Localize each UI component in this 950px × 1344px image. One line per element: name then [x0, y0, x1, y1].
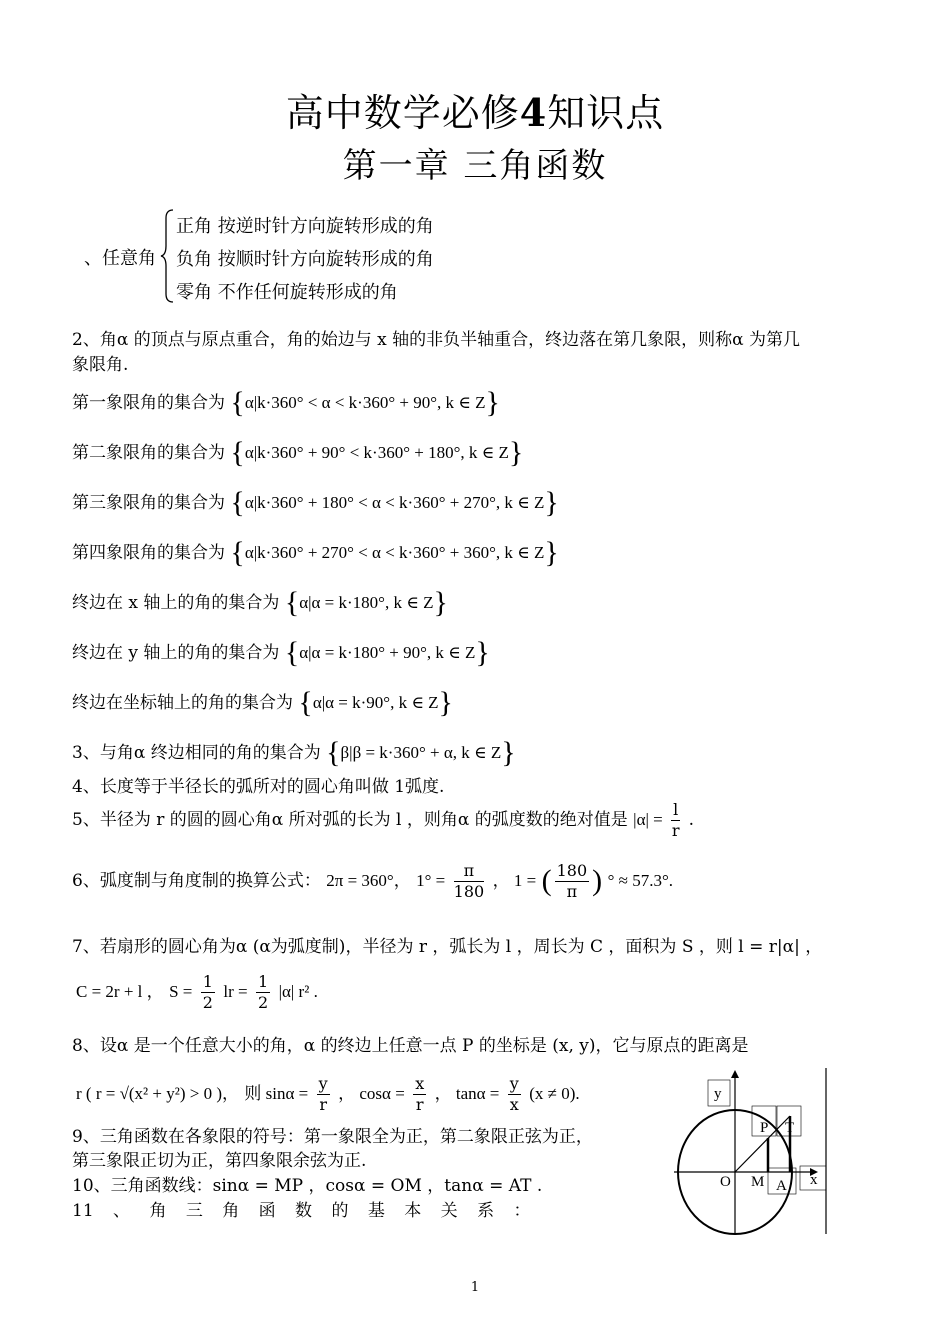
set-axes: 终边在坐标轴上的角的集合为 {α|α = k·90°, k ∈ Z} — [72, 686, 453, 719]
paragraph-8-line2: r ( r = √(x² + y²) > 0 )， 则 sinα = $\frac{y}{r}$ ， cosα = $\frac{x}{r}$ ， tanα = $\frac{y}{x}$ (x ≠ 0). — [76, 1074, 580, 1114]
set-quadrant-3: 第三象限角的集合为 {α|k·360° + 180° < α < k·360° + 270°, k ∈ Z} — [72, 486, 559, 519]
zero-angle-item: 零角 不作任何旋转形成的角 — [176, 282, 398, 303]
positive-angle-item: 正角 按逆时针方向旋转形成的角 — [176, 216, 434, 237]
paragraph-11: 11 、 角 三 角 函 数 的 基 本 关 系 ： — [72, 1201, 531, 1221]
negative-angle-item: 负角 按顺时针方向旋转形成的角 — [176, 249, 434, 270]
paragraph-6: 6、弧度制与角度制的换算公式： 2π = 360°， 1° = $\frac{\pi}{180}$ ， 1 = ( $\frac{180}{\pi}$ ) ° ≈ 57.3°. — [72, 861, 673, 901]
paragraph-2-line2: 象限角. — [72, 355, 129, 375]
diagram-label-a: A — [776, 1178, 787, 1194]
unit-circle-diagram — [660, 1062, 840, 1242]
diagram-label-m: M — [751, 1174, 765, 1190]
diagram-label-x: x — [810, 1172, 818, 1188]
diagram-label-o: O — [720, 1174, 731, 1190]
paragraph-5: 5、半径为 r 的圆的圆心角α 所对弧的长为 l ，则角α 的弧度数的绝对值是 |α| = $\frac{l}{r}$ . — [72, 800, 695, 840]
angle-classification-label: 、任意角 — [84, 248, 156, 269]
paragraph-9-line1: 9、三角函数在各象限的符号：第一象限全为正，第二象限正弦为正， — [72, 1127, 593, 1147]
left-brace-icon — [160, 208, 176, 304]
set-quadrant-4: 第四象限角的集合为 {α|k·360° + 270° < α < k·360° + 360°, k ∈ Z} — [72, 536, 559, 569]
set-quadrant-2: 第二象限角的集合为 {α|k·360° + 90° < k·360° + 180°, k ∈ Z} — [72, 436, 524, 469]
paragraph-9-line2: 第三象限正切为正，第四象限余弦为正. — [72, 1151, 367, 1171]
diagram-label-y: y — [714, 1086, 722, 1102]
set-y-axis: 终边在 y 轴上的角的集合为 {α|α = k·180° + 90°, k ∈ Z} — [72, 636, 490, 669]
paragraph-4: 4、长度等于半径长的弧所对的圆心角叫做 1弧度. — [72, 777, 445, 797]
diagram-label-t: T — [785, 1120, 795, 1136]
chapter-title: 第一章 三角函数 — [342, 146, 608, 186]
diagram-label-p: P — [760, 1120, 769, 1136]
paragraph-10: 10、三角函数线：sinα = MP ，cosα = OM ，tanα = AT . — [72, 1176, 543, 1196]
paragraph-2-line1: 2、角α 的顶点与原点重合，角的始边与 x 轴的非负半轴重合，终边落在第几象限，则称α 为第几 — [72, 330, 800, 350]
paragraph-3: 3、与角α 终边相同的角的集合为 {β|β = k·360° + α, k ∈ Z} — [72, 736, 516, 769]
page-title: 高中数学必修4知识点 — [285, 90, 665, 135]
paragraph-8-line1: 8、设α 是一个任意大小的角，α 的终边上任意一点 P 的坐标是 (x, y)，它与原点的距离是 — [72, 1036, 749, 1056]
set-x-axis: 终边在 x 轴上的角的集合为 {α|α = k·180°, k ∈ Z} — [72, 586, 448, 619]
set-quadrant-1: 第一象限角的集合为 {α|k·360° < α < k·360° + 90°, k ∈ Z} — [72, 386, 500, 419]
paragraph-7-line1: 7、若扇形的圆心角为α (α为弧度制)，半径为 r ，弧长为 l ，周长为 C ，面积为 S ，则 l = r|α| ， — [72, 937, 823, 957]
page-number: 1 — [470, 1280, 480, 1295]
paragraph-7-line2: C = 2r + l ， S = $\frac{1}{2}$ lr = $\frac{1}{2}$ |α| r² . — [76, 972, 318, 1012]
